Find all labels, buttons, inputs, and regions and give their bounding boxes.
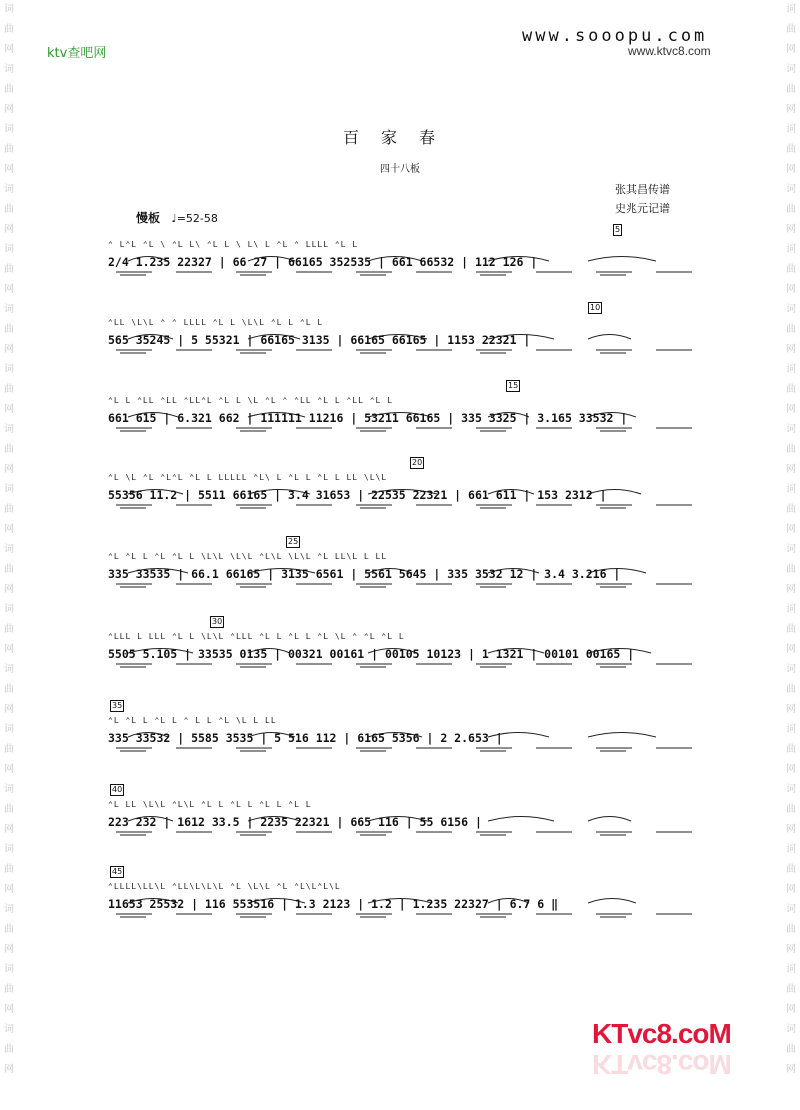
side-watermark-char: 词 [4,1024,14,1035]
measure-number: 15 [508,381,519,390]
side-watermark-char: 词 [786,304,796,315]
score-line [108,701,708,756]
side-watermark-char: 词 [4,964,14,975]
side-watermark-char: 曲 [786,624,796,635]
side-watermark-char: 词 [786,604,796,615]
side-watermark-char: 词 [786,1024,796,1035]
ornament-marks: ⌃L LL \L\L ⌃L\L ⌃L L ⌃L L ⌃L L ⌃L L [108,800,312,809]
score-line [108,867,708,922]
side-watermark-char: 曲 [4,864,14,875]
side-watermark-char: 网 [4,1064,14,1075]
side-watermark-char: 网 [4,344,14,355]
side-watermark-char: 曲 [786,384,796,395]
side-watermark-char: 网 [4,44,14,55]
beam-lines [108,747,708,755]
score-line [108,225,708,280]
side-watermark-char: 曲 [786,864,796,875]
beam-lines [108,583,708,591]
side-watermark-char: 词 [786,184,796,195]
jianpu-notes: 335 33532 | 5585 3535 | 5 516 112 | 6165 5356 | 2 2.653 | [108,731,503,745]
side-watermark-char: 曲 [786,204,796,215]
measure-number: 25 [288,537,299,546]
side-watermark-char: 词 [786,844,796,855]
side-watermark-char: 曲 [786,24,796,35]
side-watermark-char: 词 [786,364,796,375]
ornament-marks: ⌃L \L ⌃L ⌃L⌃L ⌃L L LLLLL ⌃L\ L ⌃L L ⌃L L LL \L\L [108,473,388,482]
side-watermark-char: 词 [786,664,796,675]
ornament-marks: ⌃LLL L LLL ⌃L L \L\L ⌃LLL ⌃L L ⌃L L ⌃L \L ⌃ ⌃L ⌃L L [108,632,405,641]
tempo-label: 慢板 [136,211,161,225]
beam-lines [108,427,708,435]
side-watermark-char: 网 [4,404,14,415]
side-watermark-char: 曲 [786,504,796,515]
side-watermark-char: 网 [786,284,796,295]
side-watermark-char: 网 [786,644,796,655]
side-watermark-char: 网 [4,944,14,955]
side-watermark-char: 网 [4,464,14,475]
side-watermark-char: 网 [786,944,796,955]
beam-lines [108,663,708,671]
jianpu-notes: 11653 25532 | 116 553516 | 1.3 2123 | 1.2 | 1.235 22327 | 6.7 6 ‖ [108,897,559,911]
beam-lines [108,831,708,839]
side-watermark-char: 曲 [4,84,14,95]
side-watermark-char: 网 [786,104,796,115]
side-watermark-char: 词 [4,904,14,915]
side-watermark-char: 曲 [786,444,796,455]
side-watermark-char: 词 [786,724,796,735]
score-line [108,303,708,358]
side-watermark-char: 词 [4,724,14,735]
side-watermark-char: 曲 [4,324,14,335]
side-watermark-char: 曲 [786,84,796,95]
jianpu-notes: 2/4 1.235 22327 | 66 27 | 66165 352535 | 661 66532 | 112 126 | [108,255,538,269]
measure-number: 10 [590,303,601,312]
ktvc8-logo-reflection: KTvc8.coM [592,1049,731,1080]
side-watermark-char: 曲 [4,924,14,935]
piece-subtitle: 四十八板 [380,164,420,175]
side-watermark-char: 网 [786,764,796,775]
ornament-marks: ⌃L L ⌃LL ⌃LL ⌃LL⌃L ⌃L L \L ⌃L ⌃ ⌃LL ⌃L L ⌃LL ⌃L L [108,396,394,405]
side-watermark-char: 曲 [4,504,14,515]
side-watermark-char: 曲 [4,684,14,695]
side-watermark-char: 词 [786,544,796,555]
ornament-marks: ⌃LLLL\LL\L ⌃LL\L\L\L ⌃L \L\L ⌃L ⌃L\L⌃L\L [108,882,341,891]
side-watermark-char: 网 [786,524,796,535]
ktvc8-logo: KTvc8.coM [592,1018,731,1049]
side-watermark-char: 词 [4,664,14,675]
side-watermark-char: 词 [4,484,14,495]
side-watermark-char: 词 [4,124,14,135]
side-watermark-char: 网 [786,1064,796,1075]
side-watermark-char: 曲 [4,744,14,755]
side-watermark-char: 网 [786,824,796,835]
credit-notated: 史兆元记谱 [615,202,670,215]
side-watermark-char: 网 [4,524,14,535]
side-watermark-char: 网 [4,704,14,715]
site-url[interactable]: www.sooopu.com [522,26,708,46]
side-watermark-char: 词 [4,64,14,75]
side-watermark-char: 曲 [786,564,796,575]
side-watermark-char: 曲 [4,144,14,155]
side-watermark-char: 网 [786,1004,796,1015]
side-watermark-char: 网 [786,164,796,175]
tempo-marking [136,209,218,226]
side-watermark-char: 曲 [4,204,14,215]
side-watermark-char: 曲 [4,24,14,35]
side-watermark-char: 网 [786,344,796,355]
jianpu-notes: 5505 5.105 | 33535 0135 | 00321 00161 | 00105 10123 | 1 1321 | 00101 00165 | [108,647,635,661]
ornament-marks: ⌃ L⌃L ⌃L \ ⌃L L\ ⌃L L \ L\ L ⌃L ⌃ LLLL ⌃L L [108,240,359,249]
score-line [108,537,708,592]
jianpu-notes: 335 33535 | 66.1 66165 | 3135 6561 | 5561 5645 | 335 3532 12 | 3.4 3.216 | [108,567,621,581]
beam-lines [108,271,708,279]
measure-number: 40 [112,785,123,794]
measure-number: 35 [112,701,123,710]
jianpu-notes: 565 35245 | 5 55321 | 66165 3135 | 66165 66165 | 1153 22321 | [108,333,531,347]
side-watermark-char: 网 [786,584,796,595]
side-watermark-char: 网 [786,884,796,895]
side-watermark-char: 曲 [786,1044,796,1055]
side-watermark-char: 词 [4,4,14,15]
side-watermark-char: 网 [786,704,796,715]
score-line [108,458,708,513]
side-watermark-char: 词 [786,784,796,795]
side-watermark-char: 网 [4,824,14,835]
measure-number: 5 [615,225,621,234]
side-watermark-char: 词 [786,424,796,435]
site-url-secondary[interactable]: www.ktvc8.com [628,44,711,58]
measure-number: 30 [212,617,223,626]
ornament-marks: ⌃LL \L\L ⌃ ⌃ LLLL ⌃L L \L\L ⌃L L ⌃L L [108,318,324,327]
side-watermark-char: 网 [4,164,14,175]
beam-lines [108,913,708,921]
side-watermark-char: 网 [4,224,14,235]
side-watermark-char: 曲 [786,144,796,155]
side-watermark-char: 网 [786,44,796,55]
side-watermark-char: 曲 [4,564,14,575]
side-watermark-char: 词 [4,604,14,615]
side-watermark-char: 网 [786,404,796,415]
side-watermark-char: 网 [4,764,14,775]
score-line [108,617,708,672]
side-watermark-char: 词 [4,304,14,315]
side-watermark-char: 词 [786,64,796,75]
side-watermark-char: 曲 [4,1044,14,1055]
side-watermark-char: 网 [4,104,14,115]
side-watermark-char: 词 [4,184,14,195]
side-watermark-char: 曲 [786,924,796,935]
ornament-marks: ⌃L ⌃L L ⌃L ⌃L L \L\L \L\L ⌃L\L \L\L ⌃L LL\L L LL [108,552,388,561]
side-watermark-char: 曲 [786,324,796,335]
side-watermark-char: 词 [4,244,14,255]
side-watermark-char: 曲 [4,624,14,635]
piece-title: 百家春 [342,128,457,147]
side-watermark-char: 词 [786,964,796,975]
side-watermark-char: 词 [4,844,14,855]
side-watermark-char: 曲 [4,984,14,995]
side-watermark-char: 曲 [786,684,796,695]
side-watermark-char: 网 [4,1004,14,1015]
side-watermark-char: 曲 [786,744,796,755]
measure-number: 45 [112,867,123,876]
side-watermark-char: 曲 [786,804,796,815]
beam-lines [108,349,708,357]
side-watermark-char: 曲 [786,984,796,995]
side-watermark-char: 网 [4,644,14,655]
side-watermark-char: 曲 [4,264,14,275]
ornament-marks: ⌃L ⌃L L ⌃L L ⌃ L L ⌃L \L L LL [108,716,277,725]
jianpu-notes: 661 615 | 6.321 662 | 111111 11216 | 53211 66165 | 335 3325 | 3.165 33532 | [108,411,628,425]
beam-lines [108,504,708,512]
side-watermark-char: 曲 [786,264,796,275]
brand-label[interactable]: ktv查吧网 [47,46,107,61]
jianpu-notes: 223 232 | 1612 33.5 | 2235 22321 | 665 116 | 55 6156 | [108,815,482,829]
side-watermark-char: 词 [4,544,14,555]
score-line [108,785,708,840]
side-watermark-char: 曲 [4,444,14,455]
side-watermark-char: 曲 [4,804,14,815]
side-watermark-char: 词 [786,124,796,135]
jianpu-notes: 55356 11.2 | 5511 66165 | 3.4 31653 | 22535 22321 | 661 611 | 153 2312 | [108,488,607,502]
side-watermark-char: 网 [786,224,796,235]
side-watermark-char: 曲 [4,384,14,395]
side-watermark-char: 词 [786,484,796,495]
side-watermark-char: 词 [4,424,14,435]
side-watermark-char: 词 [786,244,796,255]
side-watermark-char: 网 [4,884,14,895]
side-watermark-char: 词 [786,4,796,15]
credit-transmitted: 张其昌传谱 [615,183,670,196]
side-watermark-char: 词 [786,904,796,915]
side-watermark-char: 词 [4,364,14,375]
score-line [108,381,708,436]
measure-number: 20 [412,458,423,467]
piece-credits [615,180,670,218]
side-watermark-char: 网 [4,584,14,595]
side-watermark-char: 网 [786,464,796,475]
side-watermark-char: 词 [4,784,14,795]
tempo-value: ♩=52-58 [171,212,218,225]
side-watermark-char: 网 [4,284,14,295]
